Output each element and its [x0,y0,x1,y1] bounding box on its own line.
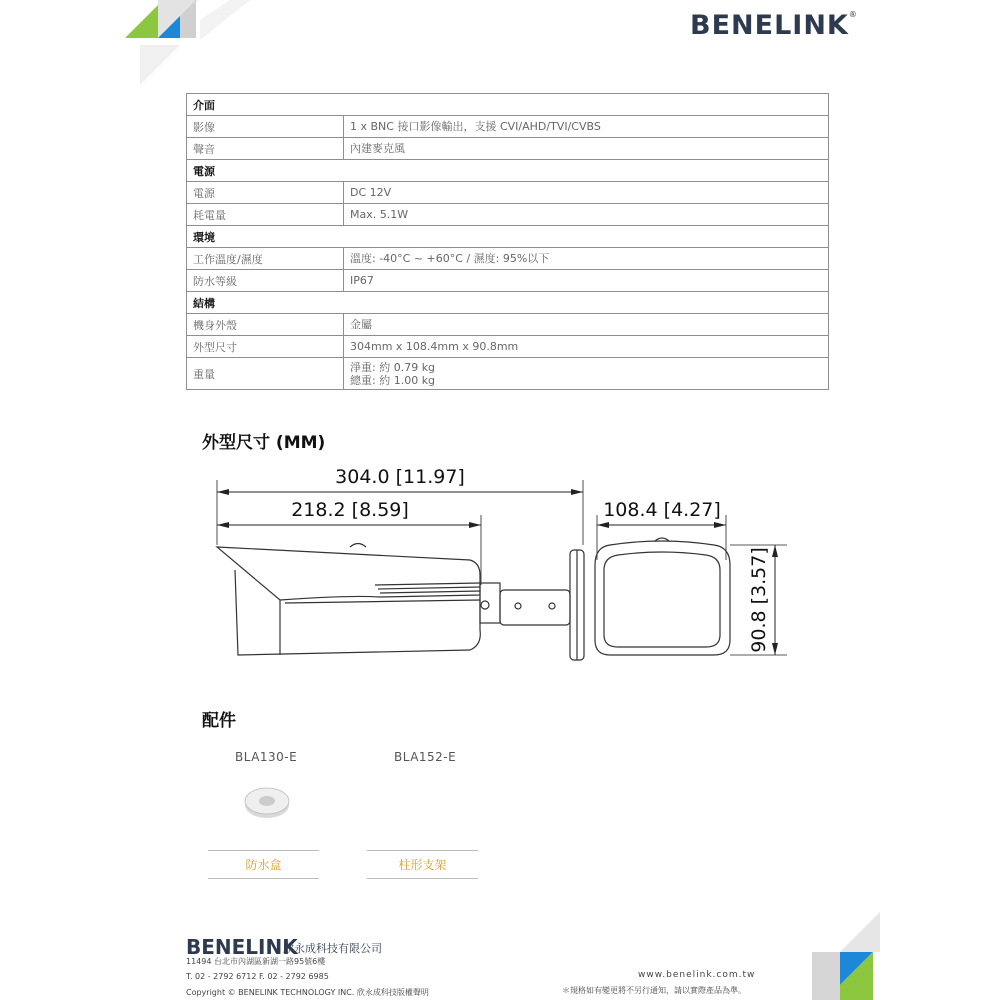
spec-value-line: 總重: 約 1.00 kg [350,373,436,387]
spec-value-line: 金屬 [350,318,372,331]
spec-value-line: 1 x BNC 接口影像輸出，支援 CVI/AHD/TVI/CVBS [350,120,601,133]
spec-section-label: 環境 [187,226,829,248]
corner-graphic-bottom [800,912,880,1000]
spec-row [187,270,829,292]
spec-value-line: 內建麥克風 [350,142,405,155]
footer-address: 11494 台北市內湖區新湖一路95號6樓 [186,957,326,966]
spec-value-line: 溫度: -40°C ~ +60°C / 濕度: 95%以下 [350,252,550,265]
spec-value [344,270,829,292]
spec-key: 外型尺寸 [187,336,344,358]
spec-value [344,204,829,226]
accessory-divider-1b [208,878,319,879]
spec-value-line: 304mm x 108.4mm x 90.8mm [350,340,519,353]
spec-key: 工作溫度/濕度 [187,248,344,270]
accessory-divider-2b [367,878,478,879]
height-label: 90.8 [3.57] [748,547,770,653]
accessory-label-2: 柱形支架 [398,858,447,872]
spec-value [344,138,829,160]
spec-row [187,138,829,160]
spec-table [186,93,829,390]
footer-phone: T. 02 - 2792 6712 F. 02 - 2792 6985 [186,972,329,981]
spec-row [187,336,829,358]
spec-row [187,248,829,270]
width-label: 108.4 [4.27] [603,499,721,521]
spec-key: 影像 [187,116,344,138]
accessory-label-1: 防水盒 [245,858,282,872]
spec-section-row [187,292,829,314]
spec-section-label: 電源 [187,160,829,182]
spec-row [187,182,829,204]
body-length-label: 218.2 [8.59] [291,499,409,521]
footer-copyright: Copyright © BENELINK TECHNOLOGY INC. 欣永成科技版權聲明 [186,988,429,997]
spec-value-line: IP67 [350,274,374,287]
footer-logo: BENELINK [186,935,298,959]
spec-key: 電源 [187,182,344,204]
spec-value [344,314,829,336]
spec-value [344,182,829,204]
accessories-title: 配件 [202,711,236,731]
spec-section-label: 結構 [187,292,829,314]
camera-side-view [217,544,584,661]
spec-section-row [187,226,829,248]
accessory-model-1: BLA130-E [235,750,298,764]
spec-key: 重量 [187,358,344,390]
spec-value [344,248,829,270]
spec-row [187,358,829,390]
dimension-drawing [200,455,800,675]
spec-key: 機身外殼 [187,314,344,336]
spec-value-line: 淨重: 約 0.79 kg [350,360,436,374]
footer-website: www.benelink.com.tw [638,970,756,980]
accessory-divider-1a [208,850,319,851]
spec-key: 耗電量 [187,204,344,226]
junction-box-image [242,785,292,821]
spec-row [187,204,829,226]
spec-value-line: Max. 5.1W [350,208,409,221]
accessory-divider-2a [367,850,478,851]
overall-length-label: 304.0 [11.97] [335,466,465,488]
spec-row [187,314,829,336]
spec-key: 聲音 [187,138,344,160]
footer-company: 欣永成科技有限公司 [283,942,382,955]
camera-front-view [595,538,730,655]
spec-key: 防水等級 [187,270,344,292]
spec-section-row [187,160,829,182]
spec-section-row [187,94,829,116]
accessory-model-2: BLA152-E [394,750,457,764]
spec-value-line: DC 12V [350,186,392,199]
spec-value [344,358,829,390]
corner-graphic-top [120,0,270,90]
spec-section-label: 介面 [187,94,829,116]
brand-logo: BENELINK® [690,10,858,41]
spec-row [187,116,829,138]
footer-notice: ＊規格如有變更將不另行通知，請以實際產品為準。 [562,986,746,995]
spec-value [344,336,829,358]
dimensions-title: 外型尺寸 (MM) [202,433,326,453]
spec-value [344,116,829,138]
